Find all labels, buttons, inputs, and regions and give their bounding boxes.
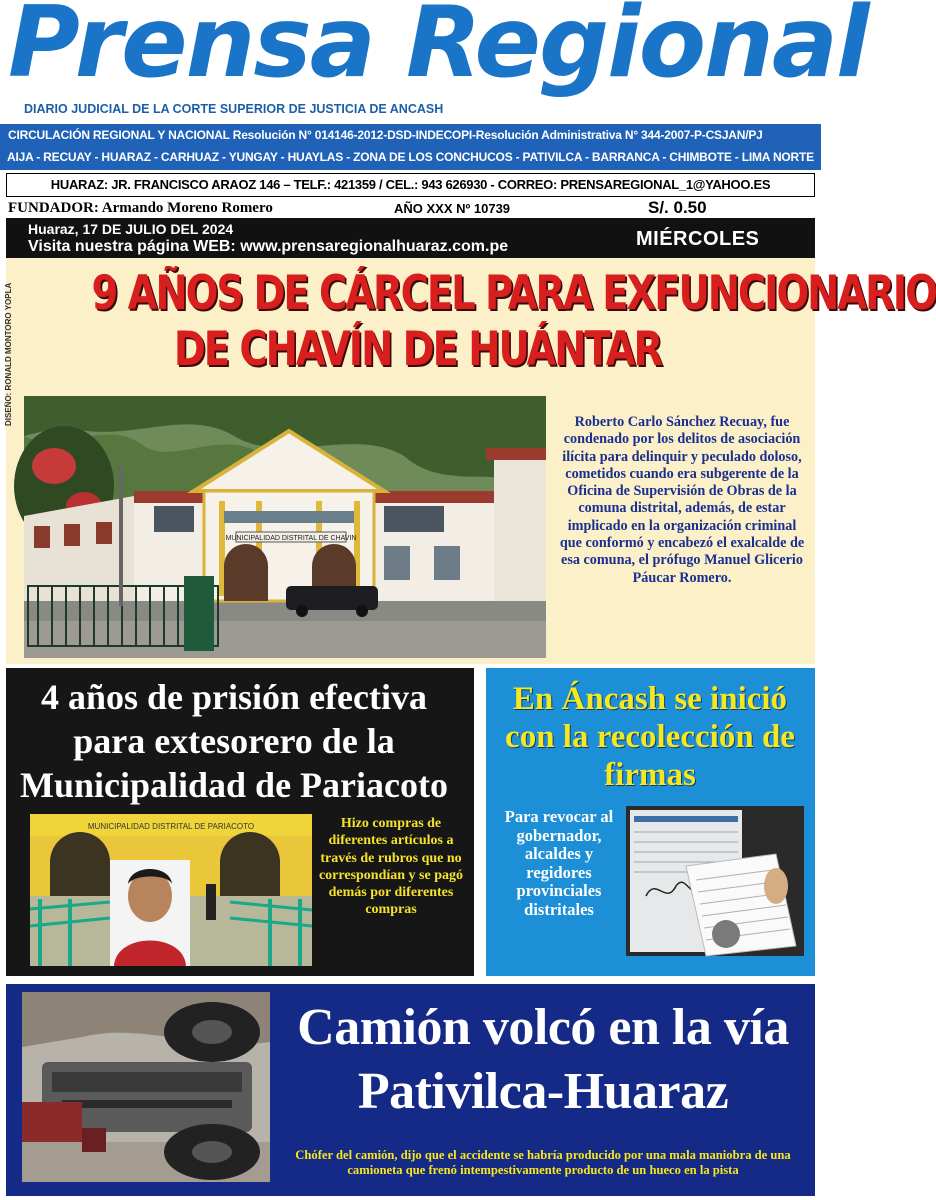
newspaper-logo: Prensa Regional [8, 0, 868, 100]
edition-number: AÑO XXX Nº 10739 [394, 201, 511, 216]
founder-name: Armando Moreno Romero [101, 200, 273, 216]
lead-headline-line-1: 9 AÑOS DE CÁRCEL PARA EXFUNCIONARIO [91, 266, 936, 321]
contact-address: HUARAZ: JR. FRANCISCO ARAOZ 146 – TELF.: 421359 / CEL.: 943 626930 - CORREO: PRENSAREGIONAL_1@YAHOO.ES [6, 173, 815, 197]
lead-body: Roberto Carlo Sánchez Recuay, fue condenado por los delitos de asociación ilícita para delinquir y peculado doloso, cometidos cuando era subgerente de la Oficina de Supervisión de Obras de la comuna distrital, además, de estar implicado en la organización criminal que conformó y encabezó el exalcalde de esa comuna, el prófugo Manuel Glicerio Páucar Romero. [559, 414, 805, 586]
building-sign: MUNICIPALIDAD DISTRITAL DE CHAVIN [225, 535, 357, 542]
founder-label: FUNDADOR: [8, 200, 99, 216]
date-band [6, 218, 815, 258]
camion-headline: Camión volcó en la vía Pativilca-Huaraz [297, 999, 789, 1120]
pariacoto-sign: MUNICIPALIDAD DISTRITAL DE PARIACOTO [87, 822, 255, 831]
issue-date: Huaraz, 17 DE JULIO DEL 2024 [28, 221, 234, 237]
pariacoto-body: Hizo compras de diferentes artículos a través de rubros que no correspondían y se pagó demás por diferentes compras [318, 816, 464, 918]
photo-signature-forms [626, 806, 804, 956]
camion-body: Chófer del camión, dijo que el accidente se habría producido por una mala maniobra de una camioneta que frenó intempestivamente producto de un hueco en la pista [295, 1148, 791, 1177]
lead-headline-line-2: DE CHAVÍN DE HUÁNTAR [173, 322, 662, 377]
photo-overturned-truck [22, 992, 270, 1182]
founder [8, 200, 273, 217]
photo-pariacoto [30, 814, 312, 966]
price: S/. 0.50 [648, 198, 707, 217]
design-credit: DISEÑO: RONALD MONTORO YOPLA [4, 282, 13, 426]
firmas-body: Para revocar al gobernador, alcaldes y regidores provinciales distritales [504, 807, 614, 919]
edition-meta [6, 198, 815, 218]
website-line: Visita nuestra página WEB: www.prensaregionalhuaraz.com.pe [28, 238, 509, 255]
pariacoto-headline: 4 años de prisión efectiva para extesorero de la Municipalidad de Pariacoto [19, 677, 448, 805]
lead-headline [91, 266, 936, 378]
photo-municipal-building [24, 396, 546, 658]
firmas-headline: En Áncash se inició con la recolección de firmas [505, 681, 795, 793]
masthead [0, 0, 868, 125]
masthead-subtitle: DIARIO JUDICIAL DE LA CORTE SUPERIOR DE JUSTICIA DE ANCASH [24, 102, 444, 116]
circulation-text: CIRCULACIÓN REGIONAL Y NACIONAL Resolución N° 014146-2012-DSD-INDECOPI-Resolución Administrativa N° 344-2007-P-CSJAN/PJ [8, 128, 763, 142]
towns-list: AIJA - RECUAY - HUARAZ - CARHUAZ - YUNGAY - HUAYLAS - ZONA DE LOS CONCHUCOS - PATIVILCA - BARRANCA - CHIMBOTE - LIMA NORTE [7, 150, 814, 164]
weekday: MIÉRCOLES [636, 228, 760, 250]
circulation-bar [0, 124, 821, 170]
